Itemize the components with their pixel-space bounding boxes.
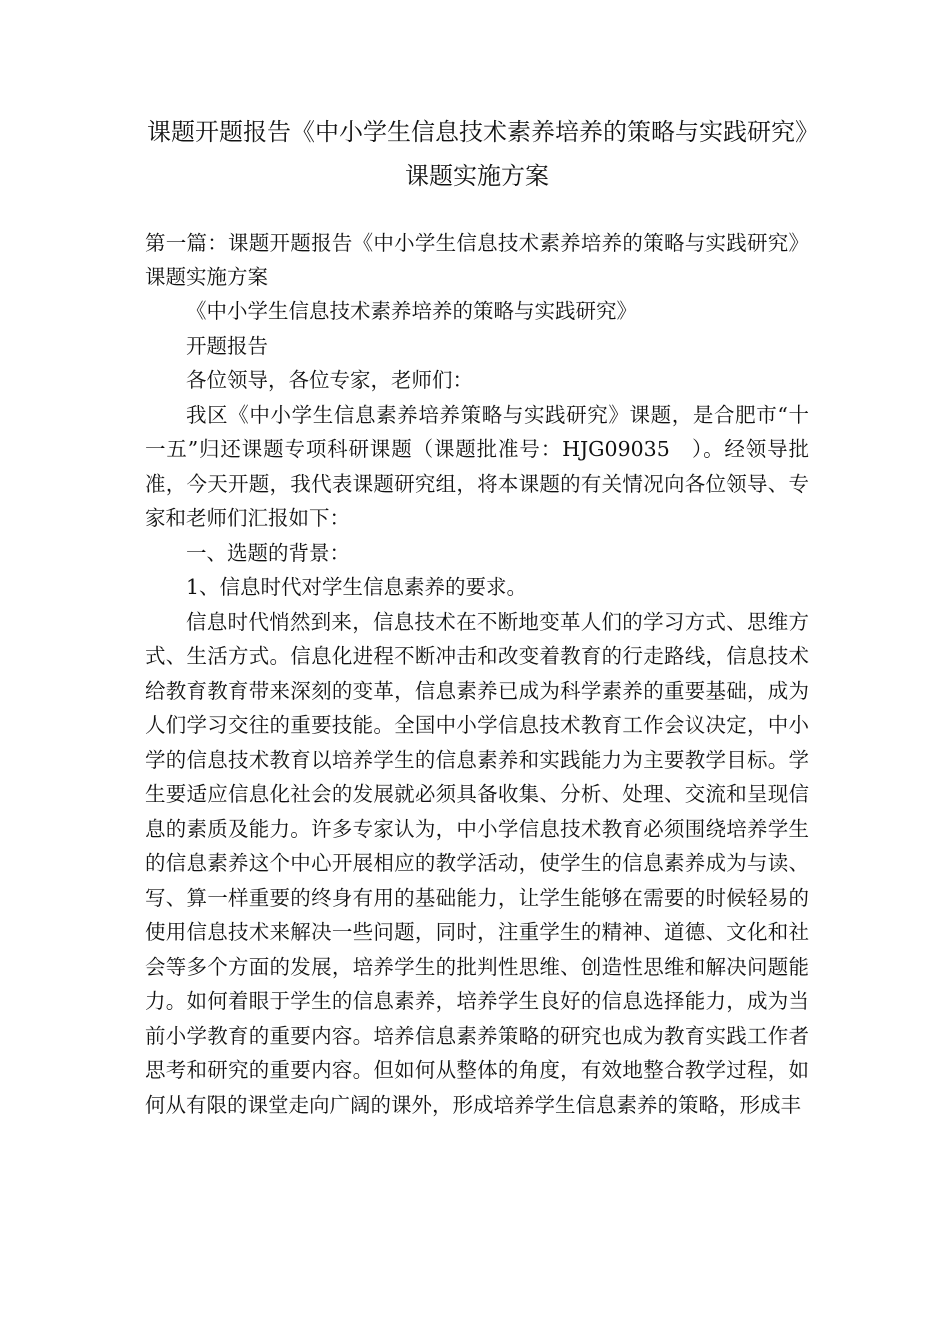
paragraph-introduction: 我区《中小学生信息素养培养策略与实践研究》课题，是合肥市“十一五”归还课题专项科研课题（课题批准号：HJG09035 ）。经领导批准，今天开题，我代表课题研究组，将本课题的有关情况向各位领导、专家和老师们汇报如下： [145, 402, 809, 530]
paragraph-greeting: 各位领导，各位专家，老师们： [186, 368, 473, 392]
paragraph-report-title: 《中小学生信息技术素养培养的策略与实践研究》 [186, 299, 637, 323]
paragraph-report-label: 开题报告 [186, 333, 268, 358]
document-title: 课题开题报告《中小学生信息技术素养培养的策略与实践研究》课题实施方案 [147, 118, 807, 190]
paragraph-subheading-1: 1、信息时代对学生信息素养的要求。 [186, 575, 528, 599]
section-heading: 第一篇：课题开题报告《中小学生信息技术素养培养的策略与实践研究》课题实施方案 [145, 231, 809, 289]
paragraph-body: 信息时代悄然到来，信息技术在不断地变革人们的学习方式、思维方式、生活方式。信息化进程不断冲击和改变着教育的行走路线，信息技术给教育教育带来深刻的变革，信息素养已成为科学素养的重要基础，成为人们学习交往的重要技能。全国中小学信息技术教育工作会议决定，中小学的信息技术教育以培养学生的信息素养和实践能力为主要教学目标。学生要适应信息化社会的发展就必须具备收集、分析、处理、交流和呈现信息的素质及能力。许多专家认为，中小学信息技术教育必须围绕培养学生的信息素养这个中心开展相应的教学活动，使学生的信息素养成为与读、写、算一样重要的终身有用的基础能力，让学生能够在需要的时候轻易的使用信息技术来解决一些问题，同时，注重学生的精神、道德、文化和社会等多个方面的发展，培养学生的批判性思维、创造性思维和解决问题能力。如何着眼于学生的信息素养，培养学生良好的信息选择能力，成为当前小学教育的重要内容。培养信息素养策略的研究也成为教育实践工作者思考和研究的重要内容。但如何从整体的角度，有效地整合教学过程，如何从有限的课堂走向广阔的课外，形成培养学生信息素养的策略，形成丰 [145, 609, 809, 1117]
document-page [145, 110, 809, 1122]
paragraph-background-heading: 一、选题的背景： [186, 540, 350, 565]
